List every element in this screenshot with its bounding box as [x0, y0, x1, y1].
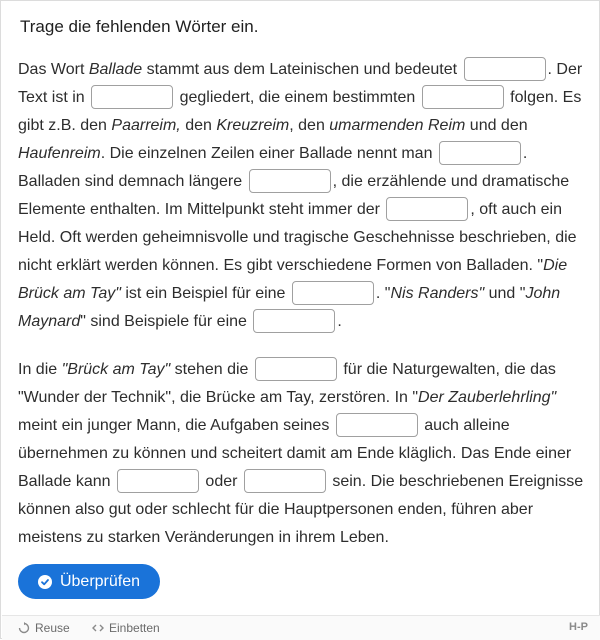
check-button-label: Überprüfen — [59, 572, 141, 590]
text: stehen die — [170, 361, 253, 378]
text: . " — [375, 285, 391, 302]
blank-input-10[interactable] — [336, 413, 418, 437]
text: . — [337, 313, 342, 330]
text-italic: Die Brück am Tay" — [18, 257, 568, 302]
blank-input-8[interactable] — [253, 309, 335, 333]
blank-input-11[interactable] — [117, 469, 199, 493]
blank-input-4[interactable] — [439, 141, 521, 165]
text-italic: Nis Randers" — [390, 285, 485, 302]
text-italic: Ballade — [88, 61, 143, 78]
text: den — [180, 117, 217, 134]
blank-input-9[interactable] — [255, 357, 337, 381]
text-italic: Kreuzreim — [216, 117, 290, 134]
paragraph-1 — [18, 56, 588, 336]
text: für die Naturgewalten, die das "Wunder der Technik", die Brücke am Tay, zerstören. In " — [18, 361, 556, 406]
text: , den — [289, 117, 330, 134]
text: . Balladen sind demnach längere — [18, 145, 528, 190]
text: und " — [484, 285, 526, 302]
blank-input-5[interactable] — [249, 169, 331, 193]
text: Das Wort — [18, 61, 89, 78]
paragraph-2 — [18, 356, 588, 552]
text-italic: John Maynard — [18, 285, 561, 330]
text: , die erzählende und dramatische Elemente enthalten. Im Mittelpunkt steht immer der — [18, 173, 570, 218]
text-italic: Paarreim, — [111, 117, 181, 134]
text: , oft auch ein Held. Oft werden geheimnisvolle und tragische Geschehnisse beschrieben, die nicht erklärt werden können. Es gibt verschiedene Formen von Balladen. " — [18, 201, 577, 274]
blank-input-2[interactable] — [91, 85, 173, 109]
reuse-label: Reuse — [35, 621, 70, 635]
text-italic: Haufenreim — [18, 145, 101, 162]
blank-input-7[interactable] — [292, 281, 374, 305]
text: . Die einzelnen Zeilen einer Ballade nennt man — [100, 145, 437, 162]
text: und den — [465, 117, 528, 134]
blank-input-1[interactable] — [464, 57, 546, 81]
text: sein. Die beschriebenen Ereignisse können also gut oder schlecht für die Hauptpersonen enden, führen aber meistens zu starken Veränderungen in ihrem Leben. — [18, 473, 584, 546]
check-button[interactable] — [18, 564, 160, 599]
embed-button[interactable] — [92, 621, 160, 635]
text: ist ein Beispiel für eine — [120, 285, 290, 302]
check-circle-icon — [38, 575, 52, 589]
text-italic: "Brück am Tay" — [61, 361, 171, 378]
footer-bar — [2, 615, 600, 640]
blank-input-3[interactable] — [422, 85, 504, 109]
text: oder — [200, 473, 242, 490]
code-icon — [92, 622, 104, 634]
text: folgen. Es gibt z.B. den — [18, 89, 582, 134]
text: stammt aus dem Lateinischen und bedeutet — [142, 61, 462, 78]
text: meint ein junger Mann, die Aufgaben seines — [18, 417, 334, 434]
text: gegliedert, die einem bestimmten — [175, 89, 420, 106]
text: In die — [18, 361, 62, 378]
reuse-icon — [18, 622, 30, 634]
text-italic: Der Zauberlehrling" — [418, 389, 557, 406]
task-description: Trage die fehlenden Wörter ein. — [20, 17, 259, 36]
h5p-logo[interactable]: H-P — [569, 621, 588, 633]
blank-input-6[interactable] — [386, 197, 468, 221]
text: " sind Beispiele für eine — [80, 313, 252, 330]
text: auch alleine übernehmen zu können und scheitert damit am Ende kläglich. Das Ende einer Ballade kann — [18, 417, 572, 490]
text: . Der Text ist in — [18, 61, 583, 106]
text-italic: umarmenden Reim — [329, 117, 466, 134]
blank-input-12[interactable] — [244, 469, 326, 493]
embed-label: Einbetten — [109, 621, 160, 635]
reuse-button[interactable] — [18, 621, 70, 635]
cloze-text — [18, 56, 588, 572]
